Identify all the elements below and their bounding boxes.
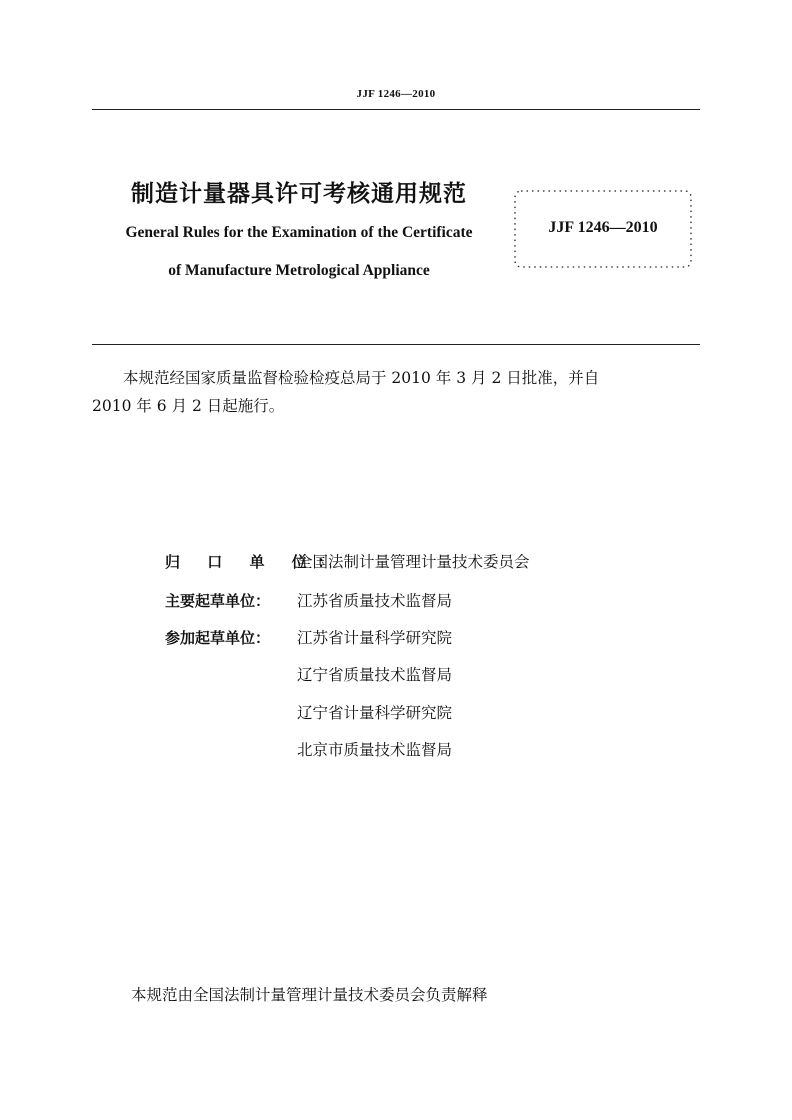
responsible-unit-label: 归 口 单 位： <box>165 553 344 571</box>
standard-code-box <box>513 189 693 269</box>
participant-label: 参加起草单位： <box>165 629 271 647</box>
standard-code-box-text: JJF 1246—2010 <box>548 219 658 236</box>
responsible-unit-value: 全国法制计量管理计量技术委员会 <box>297 553 530 571</box>
approval-statement <box>92 364 704 420</box>
participant-value: 北京市质量技术监督局 <box>297 741 453 759</box>
participant-row <box>165 626 452 650</box>
approval-line-1: 本规范经国家质量监督检验检疫总局于 2010 年 3 月 2 日批准，并自 <box>123 369 600 387</box>
title-chinese: 制造计量器具许可考核通用规范 <box>131 181 467 207</box>
main-drafter-row <box>165 589 452 613</box>
title-english-line1: General Rules for the Examination of the Certificate <box>125 224 473 241</box>
title-rule <box>92 344 700 345</box>
header-rule <box>92 109 700 110</box>
approval-line-2: 2010 年 6 月 2 日起施行。 <box>92 397 285 415</box>
participant-value: 江苏省计量科学研究院 <box>297 629 453 647</box>
title-english-line2: of Manufacture Metrological Appliance <box>168 262 430 279</box>
participant-value: 辽宁省质量技术监督局 <box>297 666 453 684</box>
responsible-unit-row <box>165 550 530 574</box>
main-drafter-value: 江苏省质量技术监督局 <box>297 592 453 610</box>
header-standard-code: JJF 1246—2010 <box>356 88 436 100</box>
interpretation-note: 本规范由全国法制计量管理计量技术委员会负责解释 <box>131 986 488 1004</box>
main-drafter-label: 主要起草单位： <box>165 592 271 610</box>
participant-value: 辽宁省计量科学研究院 <box>297 704 453 722</box>
